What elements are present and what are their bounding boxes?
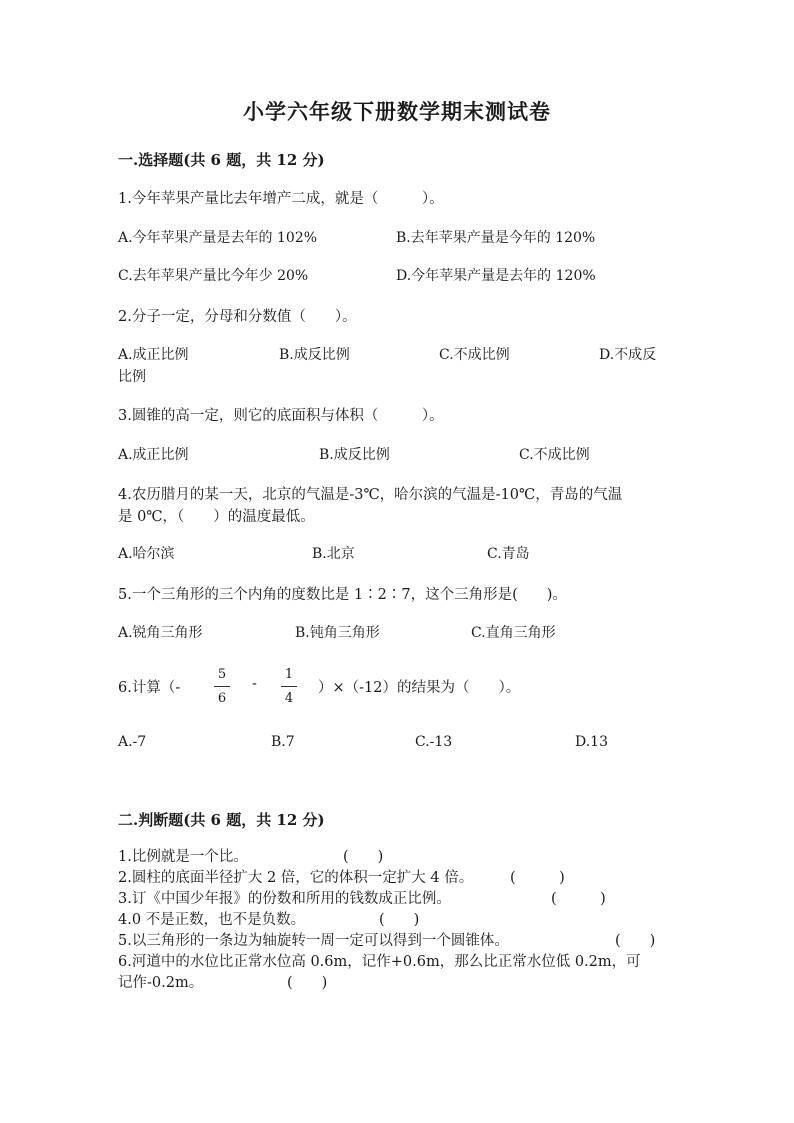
- judgement-item-6-wrap: 记作-0.2m。: [118, 975, 204, 991]
- fraction-bar: [214, 686, 230, 687]
- judgement-item-6-answer-paren: ( ): [287, 975, 328, 991]
- judgement-item-1-answer-paren: ( ): [343, 849, 384, 865]
- question-3-option-a: A.成正比例: [118, 447, 189, 463]
- question-5-option-a: A.锐角三角形: [118, 625, 203, 641]
- judgement-item-5: 5.以三角形的一条边为轴旋转一周一定可以得到一个圆锥体。: [118, 933, 509, 949]
- question-6-option-d: D.13: [575, 734, 608, 750]
- judgement-item-6: 6.河道中的水位比正常水位高 0.6m，记作+0.6m，那么比正常水位低 0.2m，可: [118, 954, 641, 970]
- question-5-option-b: B.钝角三角形: [295, 625, 380, 641]
- section-heading-judgement: 二.判断题(共 6 题，共 12 分): [118, 811, 325, 829]
- judgement-item-5-answer-paren: ( ): [615, 933, 656, 949]
- fraction-numerator: 1: [284, 667, 294, 682]
- judgement-item-3: 3.订《中国少年报》的份数和所用的钱数成正比例。: [118, 891, 451, 907]
- question-2-stem: 2.分子一定，分母和分数值（ ）。: [118, 309, 357, 325]
- judgement-item-2-answer-paren: ( ): [510, 870, 565, 886]
- question-2-option-b: B.成反比例: [279, 347, 350, 363]
- question-4-option-c: C.青岛: [487, 546, 530, 562]
- question-4-stem-line1: 4.农历腊月的某一天，北京的气温是-3℃，哈尔滨的气温是-10℃，青岛的气温: [118, 487, 623, 503]
- question-1-option-c: C.去年苹果产量比今年少 20%: [118, 268, 309, 284]
- question-6-option-b: B.7: [271, 734, 295, 750]
- question-6-option-a: A.-7: [118, 734, 147, 750]
- question-6-fraction-five-sixths: [214, 667, 230, 706]
- question-2-option-c: C.不成比例: [439, 347, 510, 363]
- judgement-item-4: 4.0 不是正数，也不是负数。: [118, 912, 306, 928]
- question-3-option-b: B.成反比例: [319, 447, 390, 463]
- question-6-fraction-one-quarter: [281, 667, 297, 706]
- question-2-option-a: A.成正比例: [118, 347, 189, 363]
- judgement-item-4-answer-paren: ( ): [379, 912, 420, 928]
- question-6-stem-start: 6.计算（-: [118, 680, 181, 696]
- question-6-stem-end: ）×（-12）的结果为（ ）。: [318, 680, 521, 696]
- fraction-denominator: 4: [284, 691, 294, 706]
- section-heading-choice: 一.选择题(共 6 题，共 12 分): [118, 151, 325, 169]
- question-3-option-c: C.不成比例: [519, 447, 590, 463]
- question-4-option-a: A.哈尔滨: [118, 546, 175, 562]
- question-1-option-a: A.今年苹果产量是去年的 102%: [118, 230, 318, 246]
- question-2-option-d-wrap: 比例: [118, 369, 146, 385]
- question-1-stem: 1.今年苹果产量比去年增产二成，就是（ ）。: [118, 191, 444, 207]
- fraction-denominator: 6: [217, 691, 227, 706]
- fraction-numerator: 5: [217, 667, 227, 682]
- judgement-item-2: 2.圆柱的底面半径扩大 2 倍，它的体积一定扩大 4 倍。: [118, 870, 474, 886]
- question-5-stem: 5.一个三角形的三个内角的度数比是 1∶2∶7，这个三角形是( )。: [118, 587, 567, 603]
- page-title: 小学六年级下册数学期末测试卷: [243, 99, 551, 124]
- question-1-option-d: D.今年苹果产量是去年的 120%: [396, 268, 596, 284]
- fraction-bar: [281, 686, 297, 687]
- question-3-stem: 3.圆锥的高一定，则它的底面积与体积（ ）。: [118, 408, 444, 424]
- judgement-item-1: 1.比例就是一个比。: [118, 849, 248, 865]
- question-4-option-b: B.北京: [312, 546, 355, 562]
- judgement-item-3-answer-paren: ( ): [551, 891, 606, 907]
- question-6-minus-sign: -: [252, 676, 257, 692]
- question-2-option-d: D.不成反: [599, 347, 657, 363]
- question-5-option-c: C.直角三角形: [471, 625, 556, 641]
- question-6-option-c: C.-13: [415, 734, 453, 750]
- question-4-stem-line2: 是 0℃，（ ）的温度最低。: [118, 509, 315, 525]
- question-1-option-b: B.去年苹果产量是今年的 120%: [396, 230, 596, 246]
